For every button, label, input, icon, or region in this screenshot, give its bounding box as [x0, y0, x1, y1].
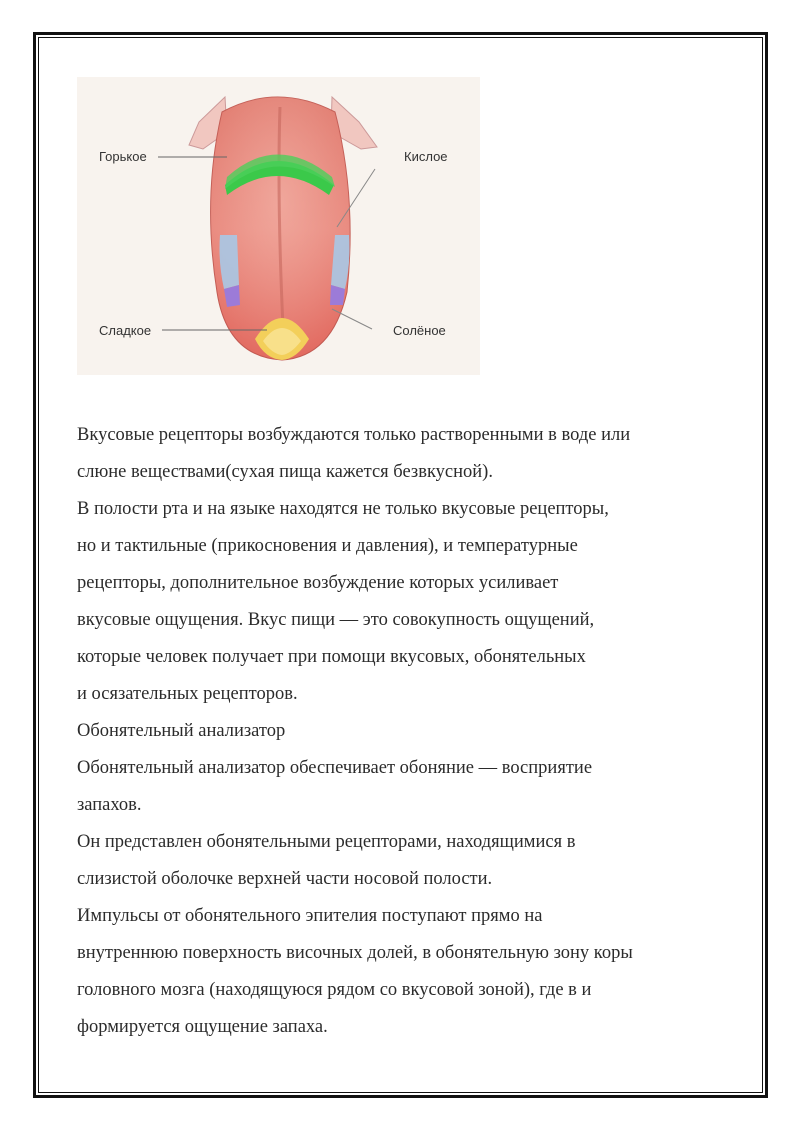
text-line: которые человек получает при помощи вкусовых, обонятельных	[77, 647, 586, 667]
label-sweet: Сладкое	[99, 323, 152, 338]
text-line: Он представлен обонятельными рецепторами, находящимися в	[77, 832, 576, 852]
text-line: вкусовые ощущения. Вкус пищи — это совокупность ощущений,	[77, 610, 595, 630]
text-line: слюне веществами(сухая пища кажется безвкусной).	[77, 462, 493, 482]
text-line: и осязательных рецепторов.	[77, 684, 298, 704]
text-line: но и тактильные (прикосновения и давления), и температурные	[77, 536, 578, 556]
text-line: Импульсы от обонятельного эпителия поступают прямо на	[77, 906, 543, 926]
text-line: В полости рта и на языке находятся не только вкусовые рецепторы,	[77, 499, 609, 519]
document-body	[77, 417, 737, 1046]
tongue-taste-zones-figure	[77, 77, 480, 375]
label-salty: Солёное	[393, 323, 446, 338]
sour-zone-left	[220, 235, 240, 289]
text-line: слизистой оболочке верхней части носовой полости.	[77, 869, 493, 889]
text-line: формируется ощущение запаха.	[77, 1017, 328, 1037]
label-bitter: Горькое	[99, 149, 147, 164]
text-line: запахов.	[77, 795, 142, 815]
label-sour: Кислое	[404, 149, 448, 164]
text-line: внутреннюю поверхность височных долей, в обонятельную зону коры	[77, 943, 633, 963]
text-line: головного мозга (находящуюся рядом со вкусовой зоной), где в и	[77, 980, 592, 1000]
text-line: Вкусовые рецепторы возбуждаются только растворенными в воде или	[77, 425, 631, 445]
text-line: рецепторы, дополнительное возбуждение которых усиливает	[77, 573, 559, 593]
text-line: Обонятельный анализатор обеспечивает обоняние — восприятие	[77, 758, 593, 778]
section-heading: Обонятельный анализатор	[77, 721, 286, 741]
